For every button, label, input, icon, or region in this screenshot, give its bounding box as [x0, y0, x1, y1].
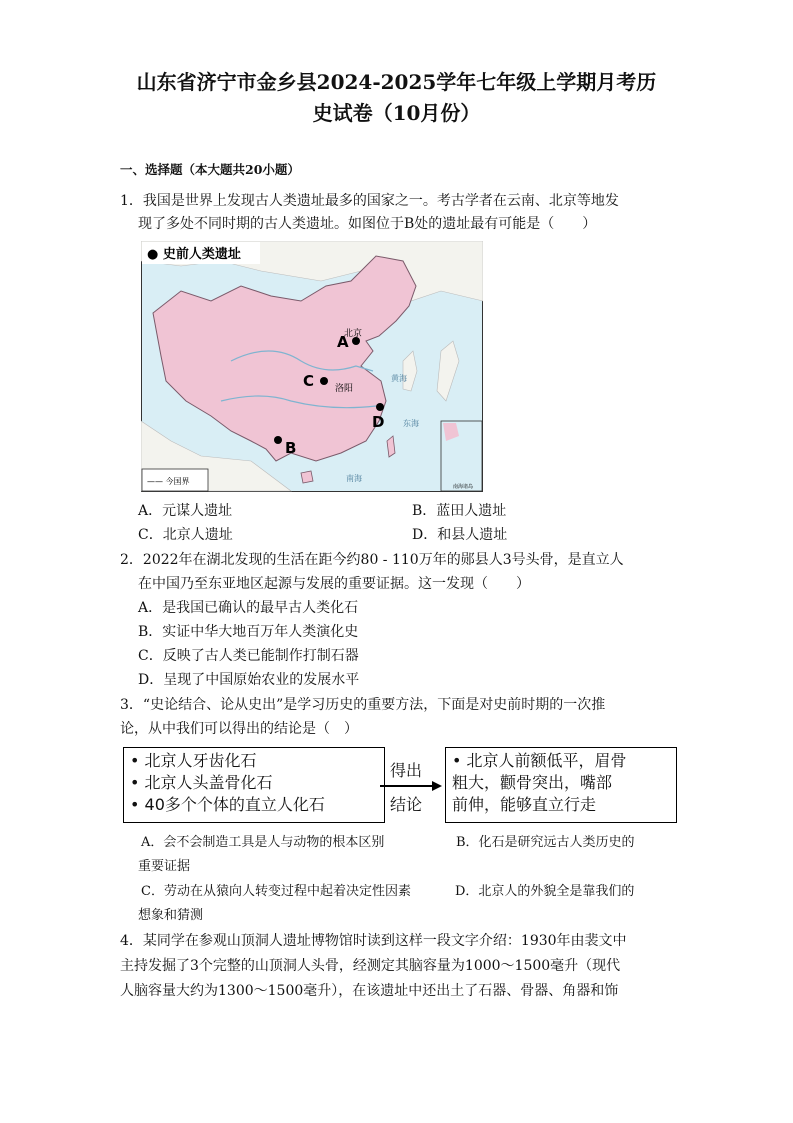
border-legend: —— 今国界 — [147, 477, 190, 486]
evidence-item: • 北京人牙齿化石 — [130, 751, 257, 770]
q1-option-a[interactable]: A．元谋人遗址 — [138, 503, 233, 519]
site-b-dot — [274, 436, 282, 444]
evidence-item: • 北京人头盖骨化石 — [130, 773, 273, 792]
inset-label: 南海诸岛 — [453, 484, 474, 490]
q4-line3: 人脑容量大约为1300～1500毫升），在该遗址中还出土了石器、骨器、角器和饰 — [120, 983, 619, 999]
q2-option-b[interactable]: B．实证中华大地百万年人类演化史 — [138, 624, 359, 640]
q1-line1: 1．我国是世界上发现古人类遗址最多的国家之一。考古学者在云南、北京等地发 — [120, 193, 619, 209]
conclusion-line: • 北京人前额低平，眉骨 — [452, 751, 627, 770]
conclusion-line: 粗大，颧骨突出，嘴部 — [452, 773, 613, 792]
q3-option-a[interactable]: A．会不会制造工具是人与动物的根本区别 — [141, 835, 385, 850]
right-arrow-icon — [378, 780, 444, 792]
conclusion-line: 前伸，能够直立行走 — [452, 795, 597, 814]
legend-title: ● 史前人类遗址 — [147, 247, 241, 262]
site-d-dot — [376, 403, 384, 411]
evidence-item: • 40多个个体的直立人化石 — [130, 795, 325, 814]
q2-option-d[interactable]: D．呈现了中国原始农业的发展水平 — [138, 672, 360, 688]
reasoning-diagram — [120, 744, 680, 824]
q4-line2: 主持发掘了3个完整的山顶洞人头骨，经测定其脑容量为1000～1500毫升（现代 — [120, 958, 621, 974]
donghai-label: 东海 — [403, 419, 419, 428]
huanghai-label: 黄海 — [391, 374, 407, 383]
q3-line2: 论，从中我们可以得出的结论是（ ） — [120, 721, 358, 737]
arrow-label-top: 得出 — [390, 761, 423, 780]
luoyang-label: 洛阳 — [335, 384, 354, 394]
site-c-label: C — [303, 372, 315, 390]
q1-option-c[interactable]: C．北京人遗址 — [138, 527, 233, 543]
beijing-label: 北京 — [344, 329, 363, 339]
q4-line1: 4．某同学在参观山顶洞人遗址博物馆时读到这样一段文字介绍：1930年由裴文中 — [120, 933, 627, 949]
q3-option-d[interactable]: D．北京人的外貌全是靠我们的 — [455, 884, 635, 899]
q1-option-d[interactable]: D．和县人遗址 — [412, 527, 508, 543]
nanhai-label: 南海 — [346, 474, 362, 483]
q1-line2: 现了多处不同时期的古人类遗址。如图位于B处的遗址最有可能是（ ） — [138, 216, 597, 232]
document-title-line1: 山东省济宁市金乡县2024-2025学年七年级上学期月考历 — [136, 70, 657, 94]
q2-option-a[interactable]: A．是我国已确认的最早古人类化石 — [138, 600, 359, 616]
site-c-dot — [320, 377, 328, 385]
q3-option-b-cont: 重要证据 — [138, 859, 191, 874]
q3-option-d-cont: 想象和猜测 — [138, 908, 204, 923]
site-a-label: A — [337, 333, 349, 351]
document-title-line2: 史试卷（10月份） — [312, 101, 481, 125]
evidence-box — [123, 747, 385, 823]
section-heading: 一、选择题（本大题共20小题） — [120, 162, 300, 177]
q3-option-b[interactable]: B．化石是研究远古人类历史的 — [456, 835, 635, 850]
site-b-label: B — [285, 439, 297, 457]
arrow-label-bottom: 结论 — [390, 795, 423, 814]
q3-option-c[interactable]: C．劳动在从猿向人转变过程中起着决定性因素 — [141, 884, 411, 899]
q1-option-b[interactable]: B．蓝田人遗址 — [412, 503, 507, 519]
site-d-label: D — [372, 413, 385, 431]
q3-line1: 3．“史论结合、论从史出”是学习历史的重要方法，下面是对史前时期的一次推 — [120, 697, 606, 713]
prehistoric-sites-map — [141, 241, 483, 492]
q2-line1: 2．2022年在湖北发现的生活在距今约80 - 110万年的郧县人3号头骨，是直立人 — [120, 552, 624, 568]
conclusion-box — [445, 747, 677, 823]
q2-line2: 在中国乃至东亚地区起源与发展的重要证据。这一发现（ ） — [138, 576, 530, 592]
q2-option-c[interactable]: C．反映了古人类已能制作打制石器 — [138, 648, 359, 664]
